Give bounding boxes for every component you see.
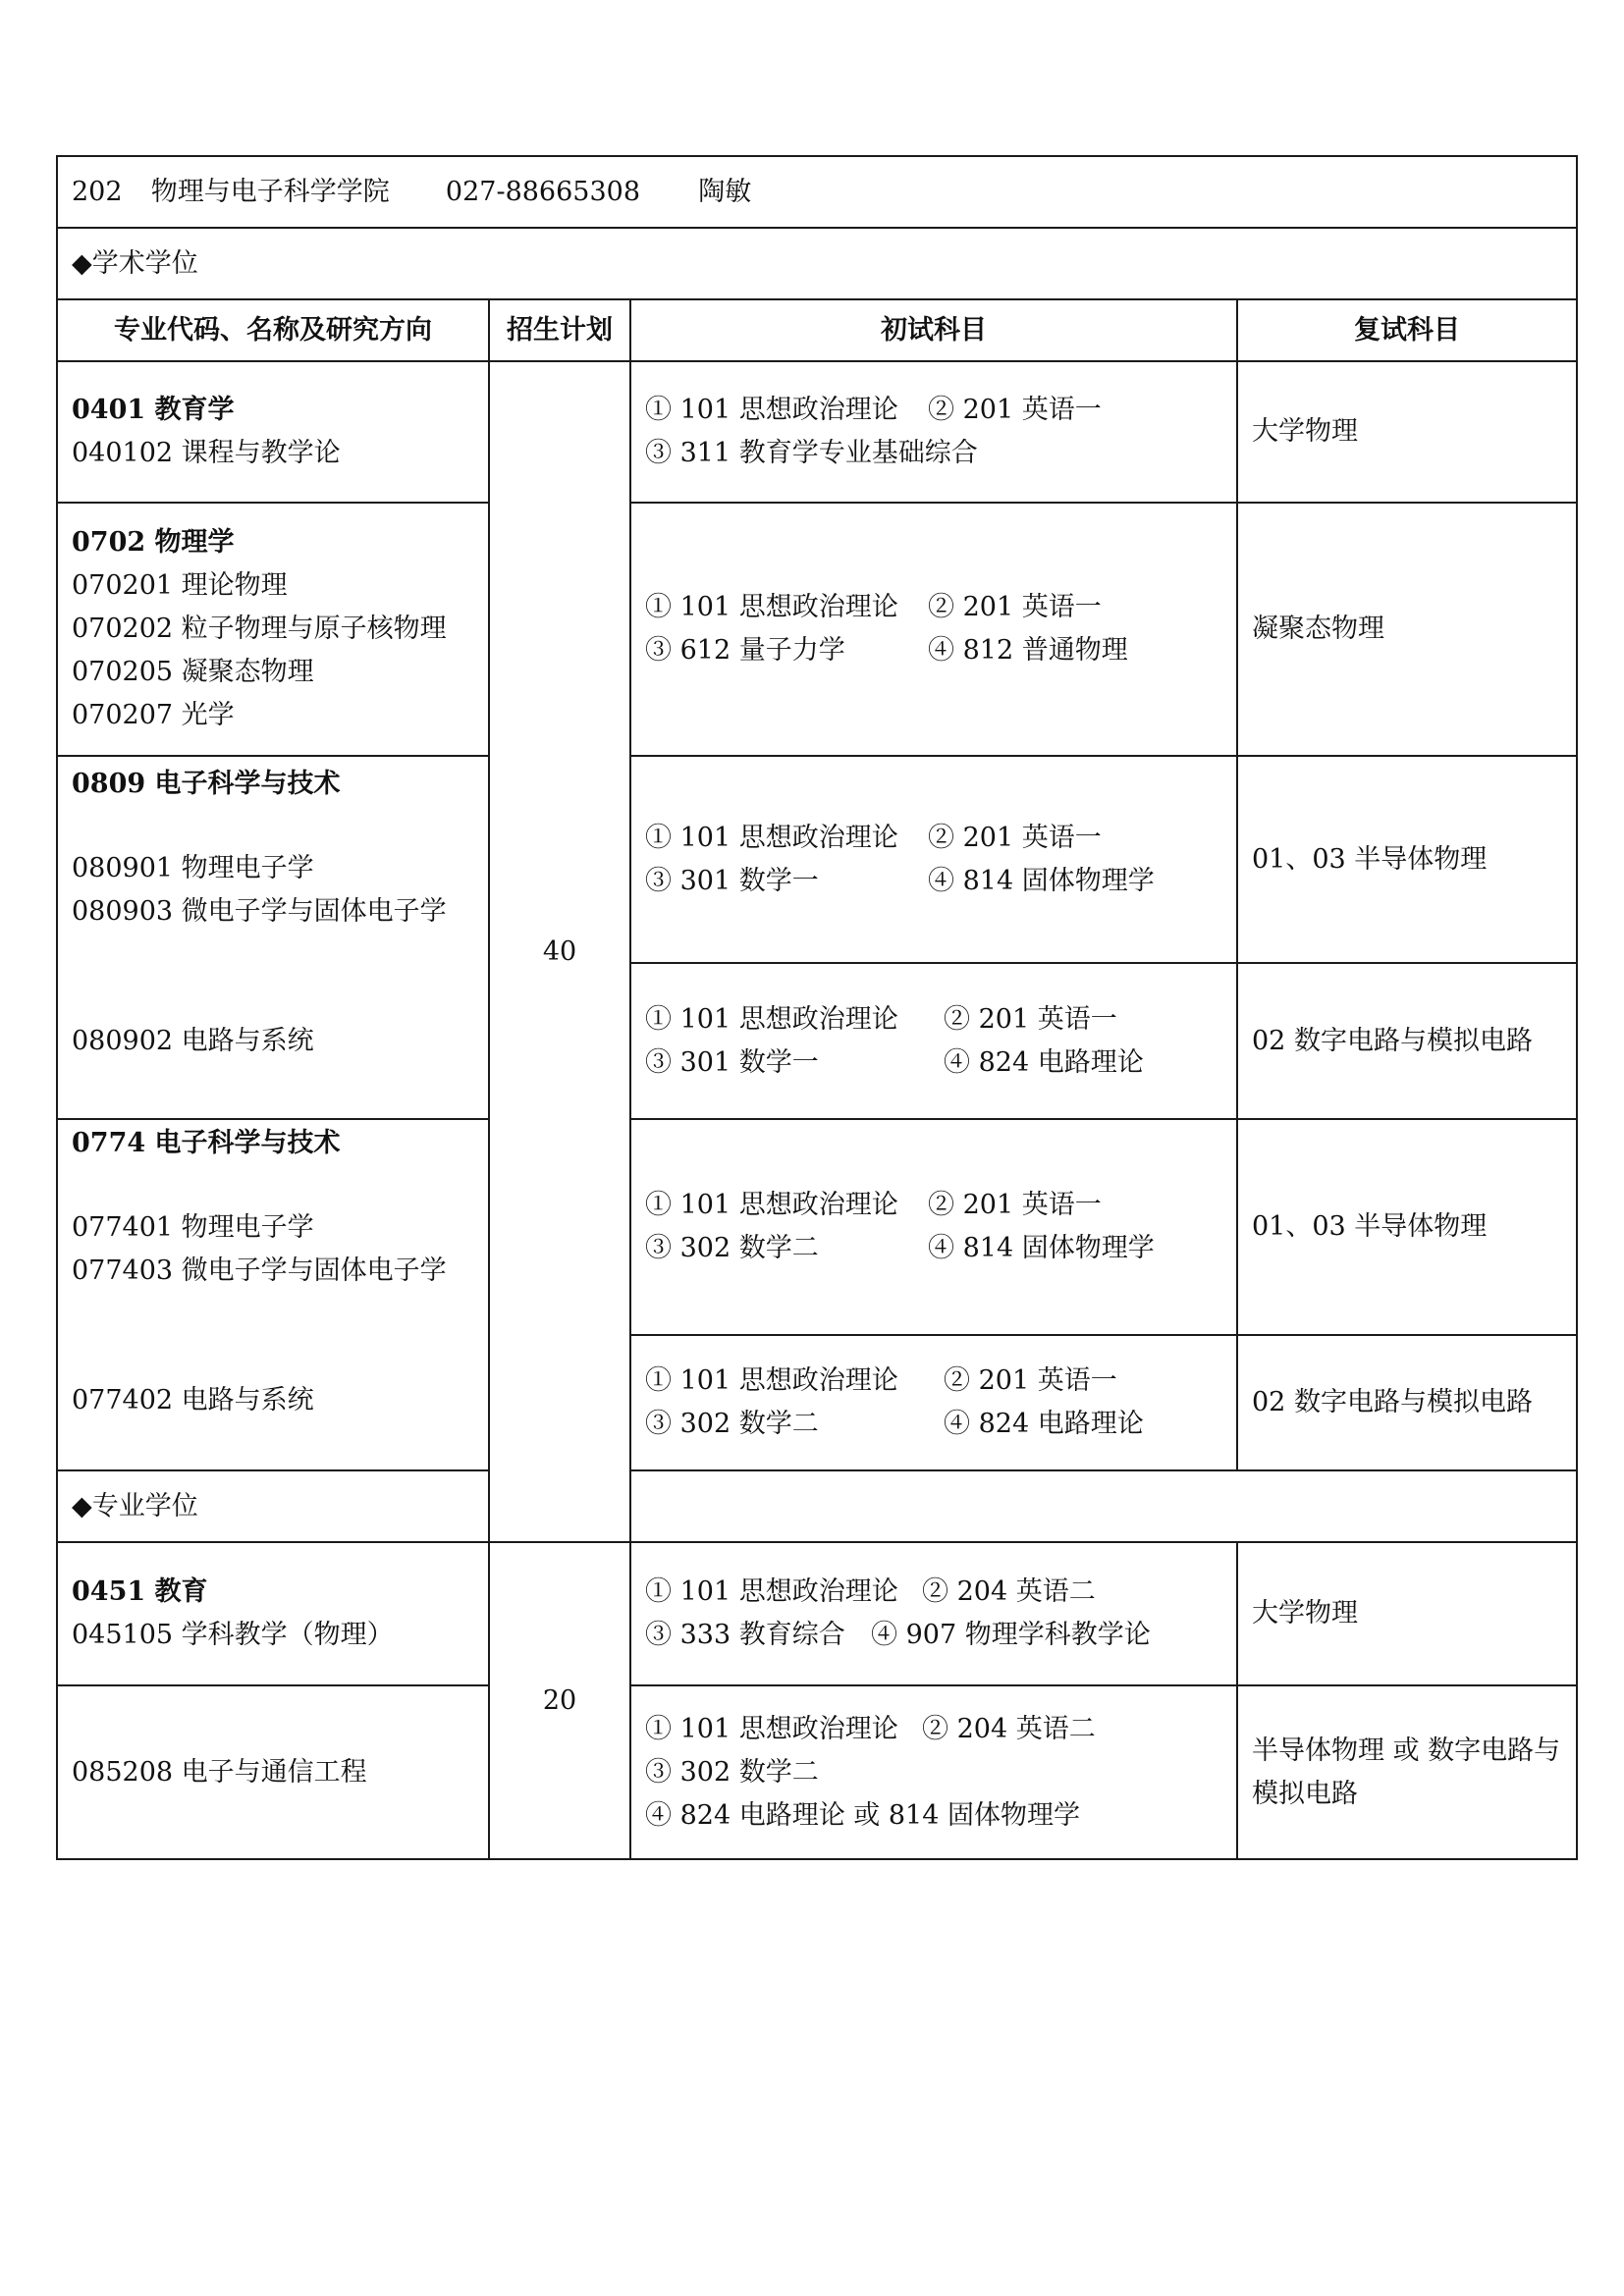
department-name: 物理与电子科学学院: [150, 176, 390, 207]
department-header: [57, 156, 1577, 228]
academic-section-row: [57, 228, 1577, 299]
exam-subject: ① 101 思想政治理论: [645, 1576, 898, 1607]
major-direction: 070201 理论物理: [72, 570, 288, 601]
column-header-row: [57, 299, 1577, 361]
exam-subject: ③ 333 教育综合: [645, 1620, 845, 1650]
retest-cell: 半导体物理 或 数字电路与模拟电路: [1237, 1685, 1577, 1859]
retest-cell: 大学物理: [1237, 361, 1577, 503]
major-direction: 085208 电子与通信工程: [72, 1756, 367, 1788]
exam-subject: ② 204 英语二: [922, 1576, 1096, 1607]
exam-subject: ① 101 思想政治理论: [645, 1365, 898, 1396]
exam-cell: [630, 503, 1237, 756]
exam-subject: ③ 302 数学二: [645, 1756, 819, 1788]
major-direction: 077403 微电子学与固体电子学: [72, 1255, 447, 1286]
plan-cell-academic: 40: [489, 361, 630, 1542]
major-direction: 045105 学科教学（物理）: [72, 1620, 394, 1650]
exam-subject: ① 101 思想政治理论: [645, 1713, 898, 1744]
major-cell: [57, 361, 489, 503]
exam-subject: ② 201 英语一: [928, 592, 1102, 622]
exam-subject: ① 101 思想政治理论: [645, 395, 898, 425]
professional-section-label: ◆专业学位: [57, 1470, 1577, 1542]
major-direction: 070202 粒子物理与原子核物理: [72, 614, 447, 644]
exam-subject: ④ 824 电路理论 或 814 固体物理学: [645, 1799, 1080, 1831]
exam-subject: ③ 302 数学二: [645, 1409, 819, 1439]
department-contact: 陶敏: [698, 176, 752, 207]
exam-subject: ③ 311 教育学专业基础综合: [645, 438, 978, 468]
exam-subject: ② 201 英语一: [928, 822, 1102, 853]
major-direction: 077401 物理电子学: [72, 1212, 314, 1243]
major-heading: 0451 教育: [72, 1576, 208, 1607]
department-header-row: [57, 156, 1577, 228]
major-direction: 077402 电路与系统: [72, 1385, 314, 1415]
exam-subject: ③ 612 量子力学: [645, 635, 845, 666]
major-direction: 080902 电路与系统: [72, 1026, 314, 1056]
major-cell: [57, 1685, 489, 1859]
major-direction: 080903 微电子学与固体电子学: [72, 896, 447, 927]
plan-cell-professional: 20: [489, 1542, 630, 1859]
major-cell: [57, 1542, 489, 1685]
retest-cell: 凝聚态物理: [1237, 503, 1577, 756]
admissions-table: [56, 155, 1578, 1860]
major-direction: 080901 物理电子学: [72, 853, 314, 883]
column-header-retest: 复试科目: [1237, 299, 1577, 361]
exam-subject: ④ 824 电路理论: [944, 1409, 1144, 1439]
major-cell: [57, 756, 489, 1119]
retest-cell: 大学物理: [1237, 1542, 1577, 1685]
major-direction: 070205 凝聚态物理: [72, 657, 314, 687]
exam-subject: ① 101 思想政治理论: [645, 1003, 898, 1035]
academic-section-label: ◆学术学位: [57, 228, 1577, 299]
retest-cell: 01、03 半导体物理: [1237, 756, 1577, 963]
retest-cell: 01、03 半导体物理: [1237, 1119, 1577, 1335]
exam-subject: ④ 814 固体物理学: [928, 1233, 1155, 1263]
exam-subject: ① 101 思想政治理论: [645, 822, 898, 853]
exam-cell: [630, 1119, 1237, 1335]
major-heading: 0702 物理学: [72, 527, 235, 558]
exam-cell: [630, 1685, 1237, 1859]
exam-subject: ② 201 英语一: [944, 1365, 1117, 1396]
table-row: [57, 503, 1577, 756]
column-header-plan: 招生计划: [489, 299, 630, 361]
major-heading: 0809 电子科学与技术: [72, 769, 341, 799]
exam-subject: ③ 302 数学二: [645, 1233, 819, 1263]
exam-subject: ③ 301 数学一: [645, 865, 819, 896]
table-row: [57, 1685, 1577, 1859]
exam-subject: ① 101 思想政治理论: [645, 1190, 898, 1220]
exam-subject: ④ 907 物理学科教学论: [871, 1620, 1151, 1650]
table-row: [57, 1119, 1577, 1335]
exam-cell: [630, 361, 1237, 503]
department-phone: 027-88665308: [445, 176, 641, 207]
retest-cell: 02 数字电路与模拟电路: [1237, 963, 1577, 1119]
major-heading: 0774 电子科学与技术: [72, 1128, 341, 1158]
exam-subject: ② 201 英语一: [928, 1190, 1102, 1220]
table-row: [57, 1542, 1577, 1685]
exam-subject: ④ 812 普通物理: [928, 635, 1128, 666]
table-row: [57, 361, 1577, 503]
exam-subject: ② 201 英语一: [944, 1003, 1117, 1035]
exam-cell: [630, 1542, 1237, 1685]
exam-subject: ③ 301 数学一: [645, 1046, 819, 1078]
major-direction: 070207 光学: [72, 700, 235, 730]
exam-cell: [630, 963, 1237, 1119]
column-header-exam: 初试科目: [630, 299, 1237, 361]
major-cell: [57, 503, 489, 756]
exam-subject: ① 101 思想政治理论: [645, 592, 898, 622]
professional-section-row: [57, 1470, 1577, 1542]
retest-cell: 02 数字电路与模拟电路: [1237, 1335, 1577, 1470]
exam-subject: ② 204 英语二: [922, 1713, 1096, 1744]
department-code: 202: [72, 176, 123, 207]
exam-subject: ② 201 英语一: [928, 395, 1102, 425]
table-row: [57, 756, 1577, 963]
exam-cell: [630, 1335, 1237, 1470]
exam-subject: ④ 824 电路理论: [944, 1046, 1144, 1078]
major-heading: 0401 教育学: [72, 395, 235, 425]
exam-subject: ④ 814 固体物理学: [928, 865, 1155, 896]
column-header-major: 专业代码、名称及研究方向: [57, 299, 489, 361]
exam-cell: [630, 756, 1237, 963]
major-direction: 040102 课程与教学论: [72, 438, 341, 468]
major-cell: [57, 1119, 489, 1470]
